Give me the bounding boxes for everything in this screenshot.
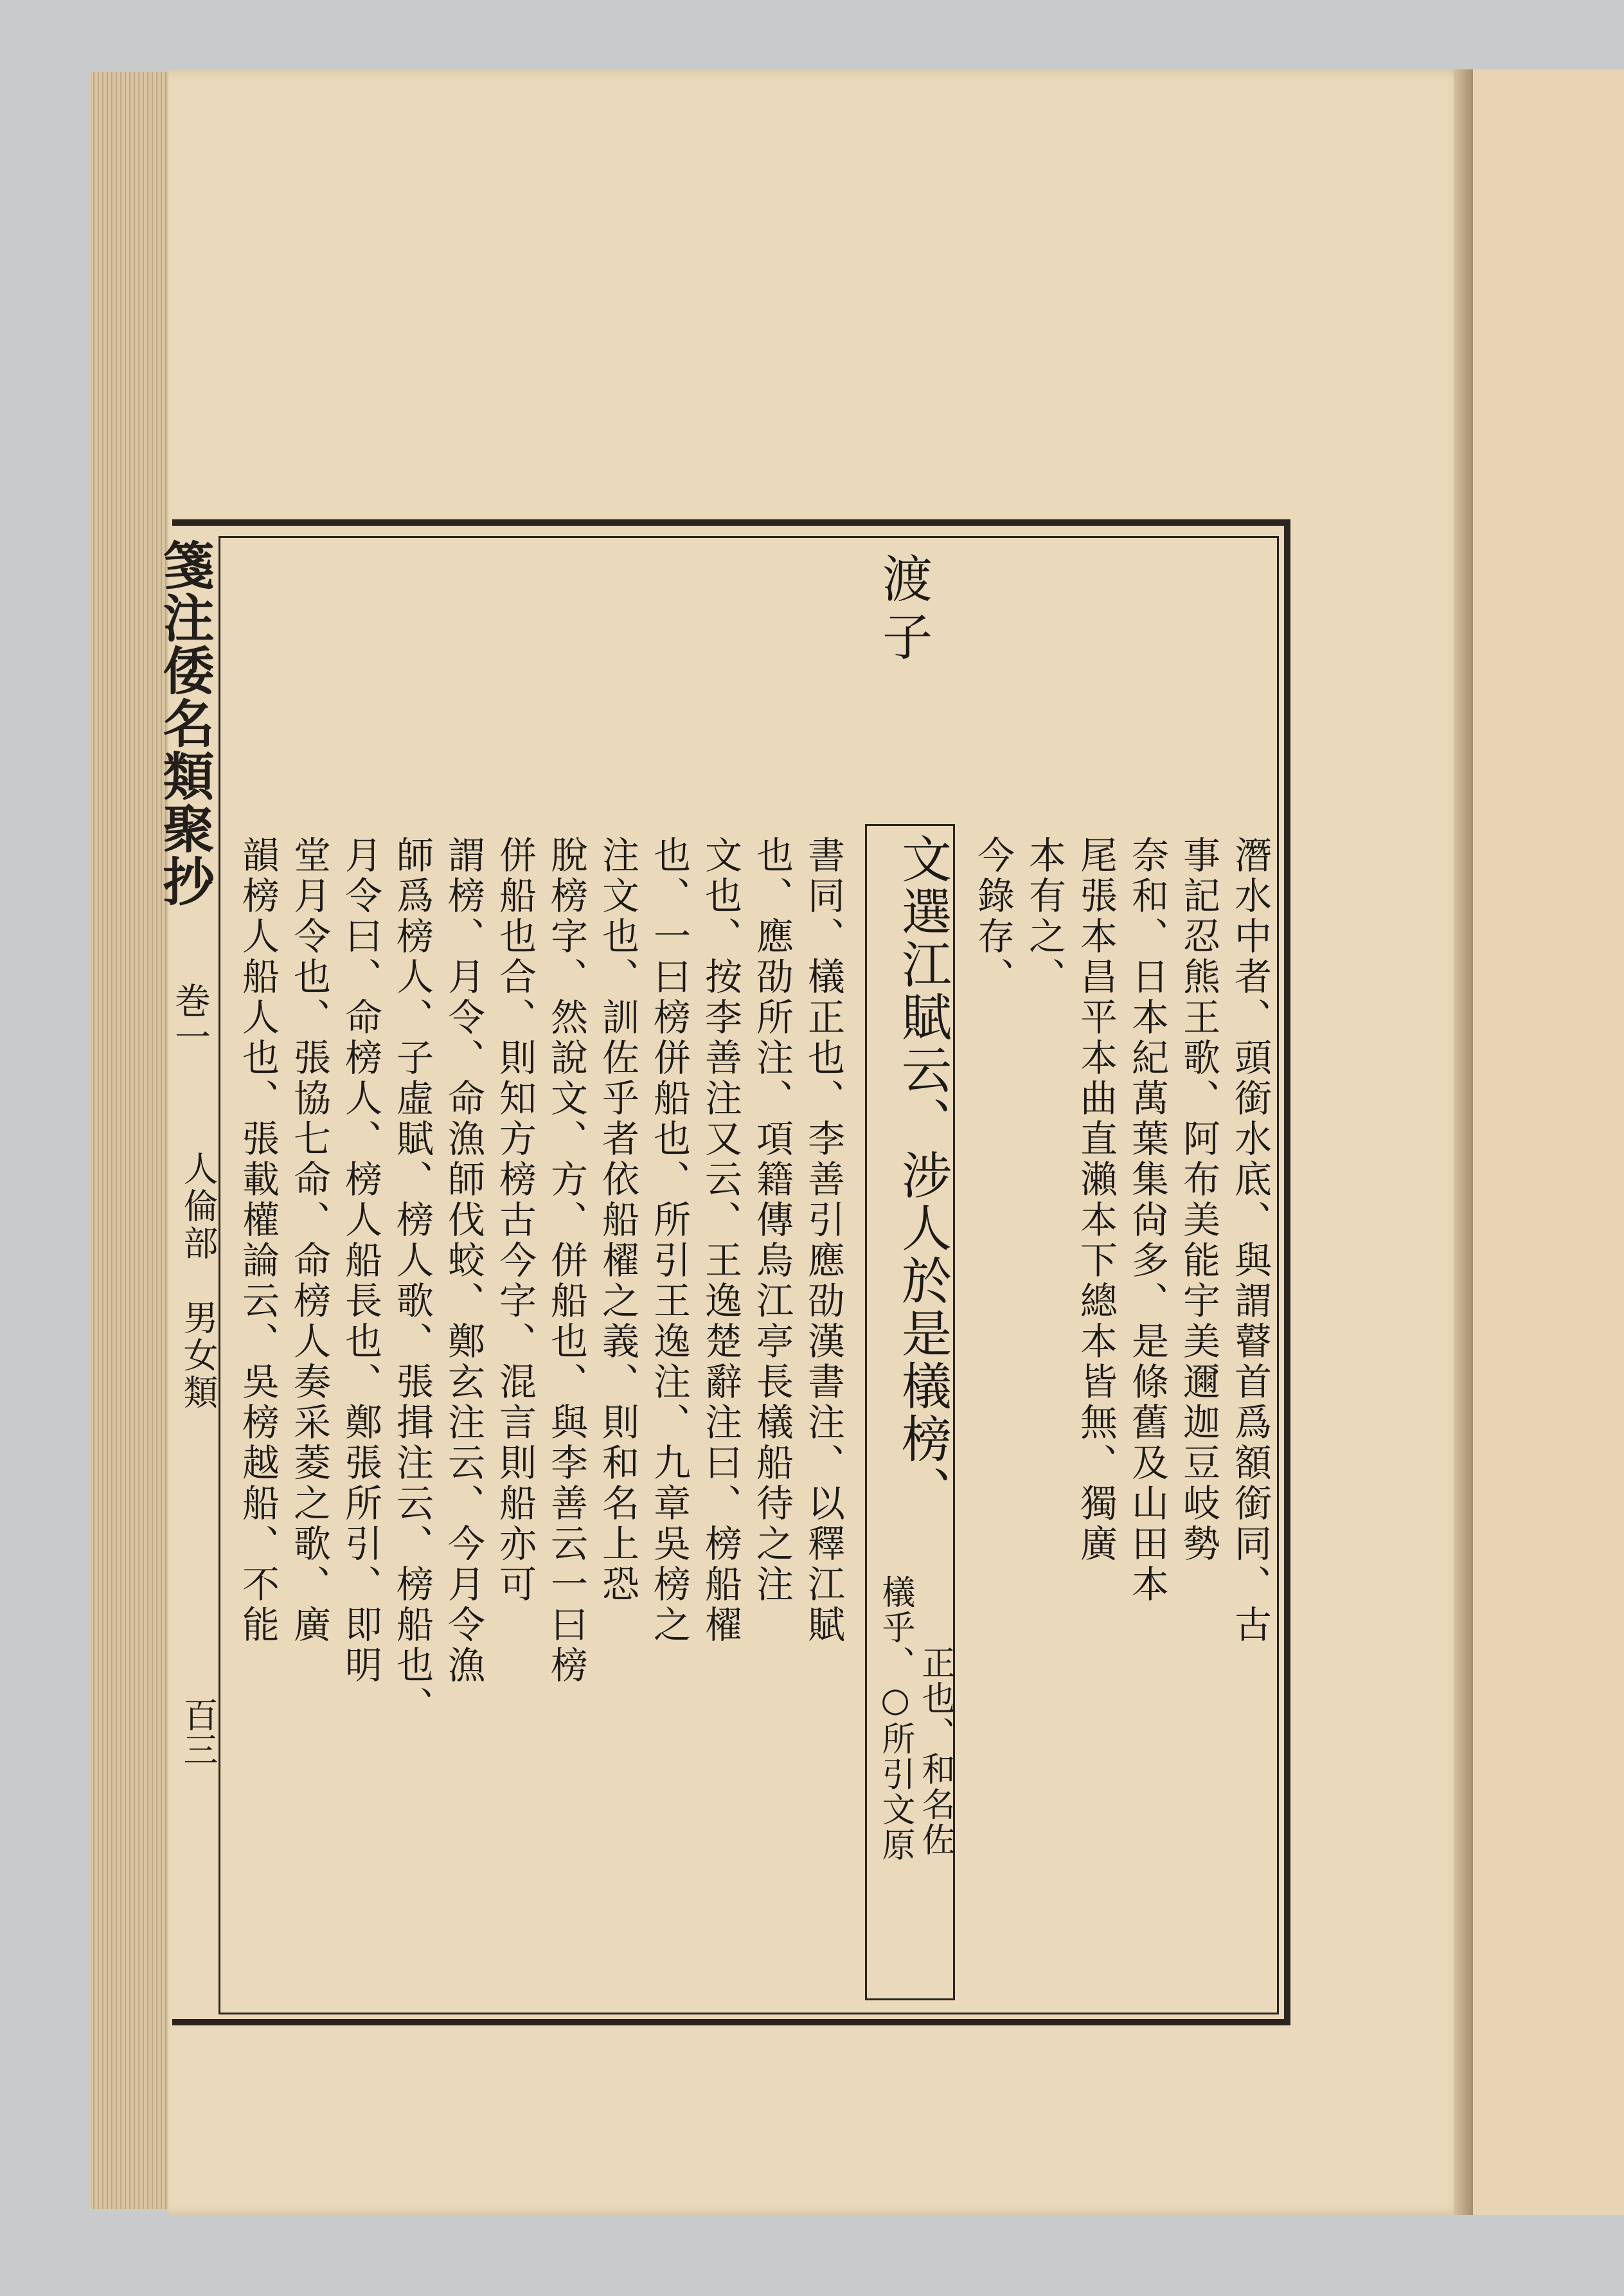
text-column: 注文也、訓佐乎者依船櫂之義、則和名上恐: [596, 836, 639, 1605]
entry-heading: 渡子: [874, 553, 932, 668]
quotation-note: 正也、和名佐: [916, 1646, 954, 1858]
text-column: 潛水中者、頭銜水底、與謂瞽首爲額銜同、古: [1228, 836, 1272, 1646]
text-column: 文也、按李善注又云、王逸楚辭注曰、榜船櫂: [699, 836, 742, 1646]
text-column: 月令曰、命榜人、榜人船長也、鄭張所引、即明: [339, 836, 382, 1686]
text-column: 堂月令也、張協七命、命榜人奏采菱之歌、廣: [287, 836, 331, 1646]
text-column: 師爲榜人、子虛賦、榜人歌、張揖注云、榜船也、: [390, 836, 434, 1726]
margin-book-title: 箋注倭名類聚抄: [154, 539, 215, 908]
text-column: 本有之、: [1022, 836, 1066, 998]
next-page: [1473, 69, 1624, 2215]
text-column: 也、一曰榜併船也、所引王逸注、九章吳榜之: [647, 836, 691, 1646]
text-column: 尾張本昌平本曲直瀨本下總本皆無、獨廣: [1074, 836, 1118, 1565]
text-column: 也、應劭所注、項籍傳烏江亭長檥船待之注: [750, 836, 794, 1605]
text-column: 今錄存、: [971, 836, 1015, 998]
margin-section: 人倫部 男女類: [178, 1151, 219, 1412]
text-column: 謂榜、月令、命漁師伐蛟、鄭玄注云、今月令漁: [442, 836, 485, 1686]
page-edge-stack: [90, 72, 174, 2209]
margin-volume: 巻一: [169, 982, 211, 1054]
text-column: 併船也合、則知方榜古今字、混言則船亦可: [493, 836, 537, 1605]
quotation-text: 文選江賦云、涉人於是檥榜、: [893, 833, 951, 1518]
text-column: 奈和、日本紀萬葉集尙多、是條舊及山田本: [1125, 836, 1169, 1605]
text-column: 脫榜字、然說文、方、併船也、與李善云一曰榜: [544, 836, 588, 1686]
text-column: 書同、檥正也、李善引應劭漢書注、以釋江賦: [801, 836, 845, 1646]
spine-shadow: [1454, 69, 1473, 2215]
quotation-note: 檥乎、○所引文原: [876, 1575, 915, 1863]
margin-page-number: 百三: [178, 1697, 219, 1766]
text-column: 韻榜人船人也、張載權論云、吳榜越船、不能: [236, 836, 280, 1646]
text-column: 事記忍熊王歌、阿布美能宇美邇迦豆岐勢: [1177, 836, 1220, 1565]
